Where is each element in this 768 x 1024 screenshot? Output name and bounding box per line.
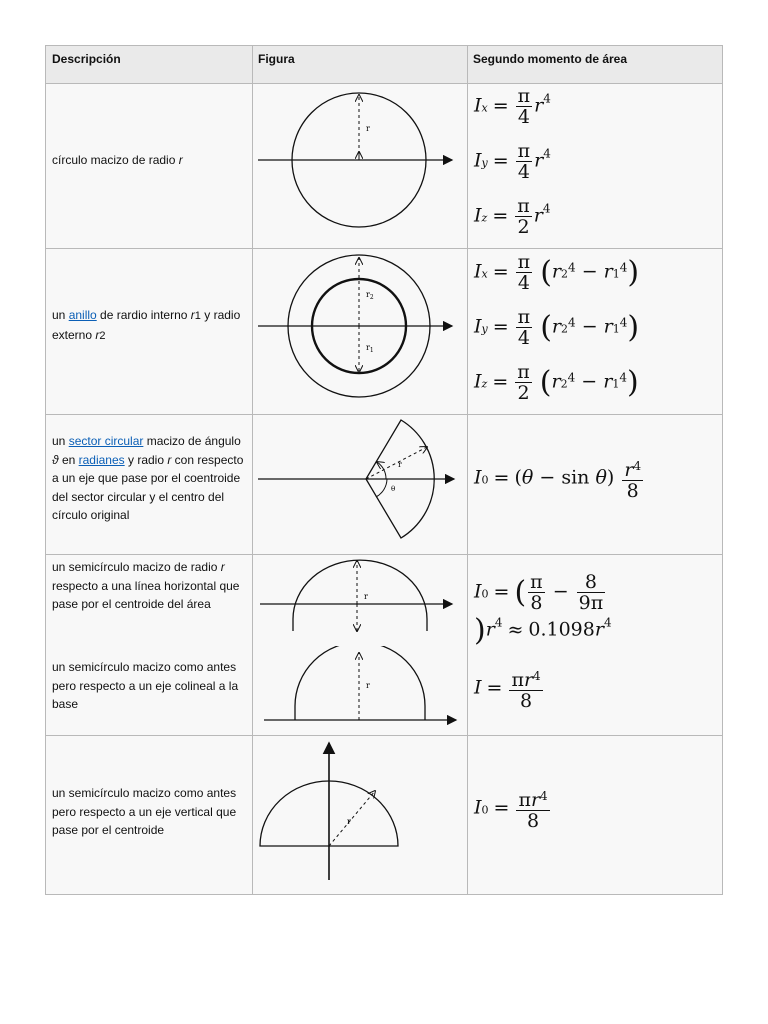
figure-semicircle-base — [256, 646, 461, 731]
row-divider — [46, 735, 722, 736]
row5-description: un semicírculo macizo como antes pero respecto a un eje colineal a la base — [52, 660, 239, 711]
header-moment: Segundo momento de área — [473, 52, 628, 66]
link-sector-circular[interactable]: sector circular — [68, 434, 144, 448]
moment-table — [45, 45, 723, 895]
svg-text:r1: $r_1$ — [366, 343, 374, 354]
formula-circle-iz: Iz = $\frac{\pi}{2}$ $r^4$ — [474, 195, 551, 238]
figure-semicircle-vertical — [256, 738, 461, 888]
row6-description: un semicírculo macizo como antes pero respecto a un eje vertical que pase por el centroide — [52, 786, 237, 837]
column-divider — [252, 46, 253, 894]
svg-text:r2: $r_2$ — [366, 290, 374, 301]
row4-description: un semicírculo macizo de radio r respecto a una línea horizontal que pase por el centroide del área — [52, 560, 240, 611]
figure-semicircle-centroid — [256, 557, 461, 637]
formula-sector-i0: I0 = (θ − sin θ) $\frac{r^4}{8}$ — [474, 459, 642, 502]
formula-ring-iz: Iz = $\frac{\pi}{2}$ $(r2^4 - r1^4)$ — [474, 361, 639, 404]
row-divider — [46, 248, 722, 249]
formula-semicircle-i0: I0 = ( $\frac{\pi}{8}$ − $\frac{8}{9\pi}$ )$r^4 \approx 0.1098r^4$ — [474, 571, 612, 648]
link-anillo[interactable]: anillo — [68, 308, 97, 322]
svg-text:θ: θ — [391, 485, 396, 493]
row1-description: círculo macizo de radio r — [52, 153, 183, 167]
svg-text:r: r — [398, 460, 402, 469]
header-figure: Figura — [258, 52, 295, 66]
svg-text:r: r — [347, 817, 351, 826]
figure-solid-circle — [256, 86, 461, 246]
svg-text:r: r — [364, 592, 368, 601]
figure-ring — [256, 252, 461, 412]
column-divider — [467, 46, 468, 894]
svg-text:r: r — [366, 124, 370, 133]
row3-description: un sector circular macizo de ángulo ϑ en radianes y radio r con respecto a un eje que pase por el coentroide del sector circular y el centro del círculo original — [52, 434, 244, 522]
formula-circle-iy: Iy = $\frac{\pi}{4}$ $r^4$ — [474, 140, 551, 183]
header-description: Descripción — [52, 52, 121, 66]
svg-text:r: r — [366, 681, 370, 690]
link-radianes[interactable]: radianes — [78, 452, 125, 467]
row2-description: un anillo de rardio interno r1 y radio externo r2 — [52, 308, 241, 342]
formula-semicircle-base-i: I = $\frac{\pi r^4}{8}$ — [474, 669, 541, 712]
formula-semicircle-vertical-i0: I0 = $\frac{\pi r^4}{8}$ — [474, 789, 548, 832]
formula-ring-ix: Ix = $\frac{\pi}{4}$ $(r2^4 - r1^4)$ — [474, 251, 640, 294]
formula-circle-ix: Ix = $\frac{\pi}{4}$ $r^4$ — [474, 85, 551, 128]
figure-sector — [256, 417, 461, 552]
row-divider — [46, 414, 722, 415]
row-divider — [46, 554, 722, 555]
formula-ring-iy: Iy = $\frac{\pi}{4}$ $(r2^4 - r1^4)$ — [474, 306, 640, 349]
